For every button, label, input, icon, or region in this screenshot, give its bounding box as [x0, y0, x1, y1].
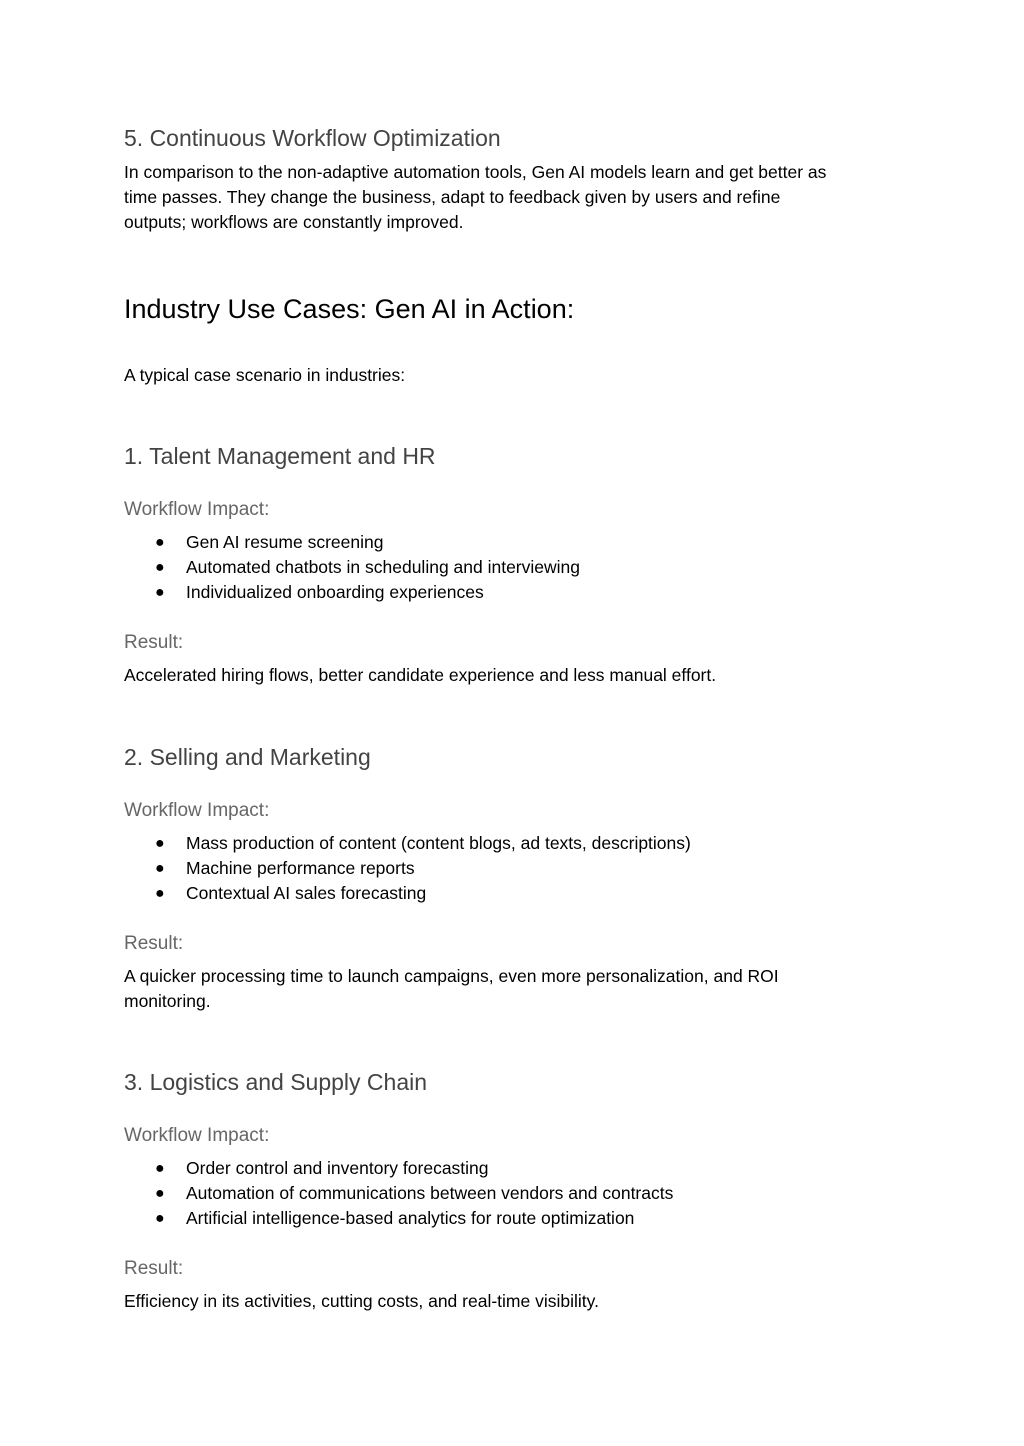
bullet-icon: ●: [155, 1210, 165, 1227]
paragraph-line: outputs; workflows are constantly improved.: [124, 212, 464, 232]
result-text: A quicker processing time to launch campaigns, even more personalization, and ROI: [124, 966, 779, 986]
result-label: Result:: [124, 1258, 184, 1279]
case-heading: 3. Logistics and Supply Chain: [124, 1069, 428, 1095]
list-item-text: Machine performance reports: [186, 858, 415, 878]
bullet-icon: ●: [155, 584, 165, 601]
bullet-icon: ●: [155, 885, 165, 902]
result-label: Result:: [124, 933, 184, 954]
list-item-text: Gen AI resume screening: [186, 532, 384, 552]
bullet-icon: ●: [155, 860, 165, 877]
bullet-icon: ●: [155, 559, 165, 576]
list-item-text: Automation of communications between vendors and contracts: [186, 1183, 674, 1203]
result-label: Result:: [124, 632, 184, 653]
result-text: Efficiency in its activities, cutting costs, and real-time visibility.: [124, 1291, 599, 1311]
impact-label: Workflow Impact:: [124, 800, 270, 821]
result-text: monitoring.: [124, 991, 211, 1011]
bullet-icon: ●: [155, 1185, 165, 1202]
bullet-icon: ●: [155, 1160, 165, 1177]
page-title: Industry Use Cases: Gen AI in Action:: [124, 294, 575, 324]
list-item-text: Automated chatbots in scheduling and interviewing: [186, 557, 580, 577]
case-heading: 2. Selling and Marketing: [124, 744, 371, 770]
bullet-icon: ●: [155, 835, 165, 852]
list-item-text: Mass production of content (content blogs, ad texts, descriptions): [186, 833, 691, 853]
paragraph-line: In comparison to the non-adaptive automation tools, Gen AI models learn and get better as: [124, 162, 827, 182]
paragraph-line: time passes. They change the business, adapt to feedback given by users and refine: [124, 187, 781, 207]
case-heading: 1. Talent Management and HR: [124, 443, 436, 469]
result-text: Accelerated hiring flows, better candidate experience and less manual effort.: [124, 665, 717, 685]
list-item-text: Order control and inventory forecasting: [186, 1158, 489, 1178]
list-item-text: Artificial intelligence-based analytics for route optimization: [186, 1208, 635, 1228]
impact-label: Workflow Impact:: [124, 499, 270, 520]
intro-text: A typical case scenario in industries:: [124, 365, 406, 385]
list-item-text: Individualized onboarding experiences: [186, 582, 484, 602]
impact-label: Workflow Impact:: [124, 1125, 270, 1146]
section-heading: 5. Continuous Workflow Optimization: [124, 125, 501, 151]
bullet-icon: ●: [155, 534, 165, 551]
list-item-text: Contextual AI sales forecasting: [186, 883, 427, 903]
